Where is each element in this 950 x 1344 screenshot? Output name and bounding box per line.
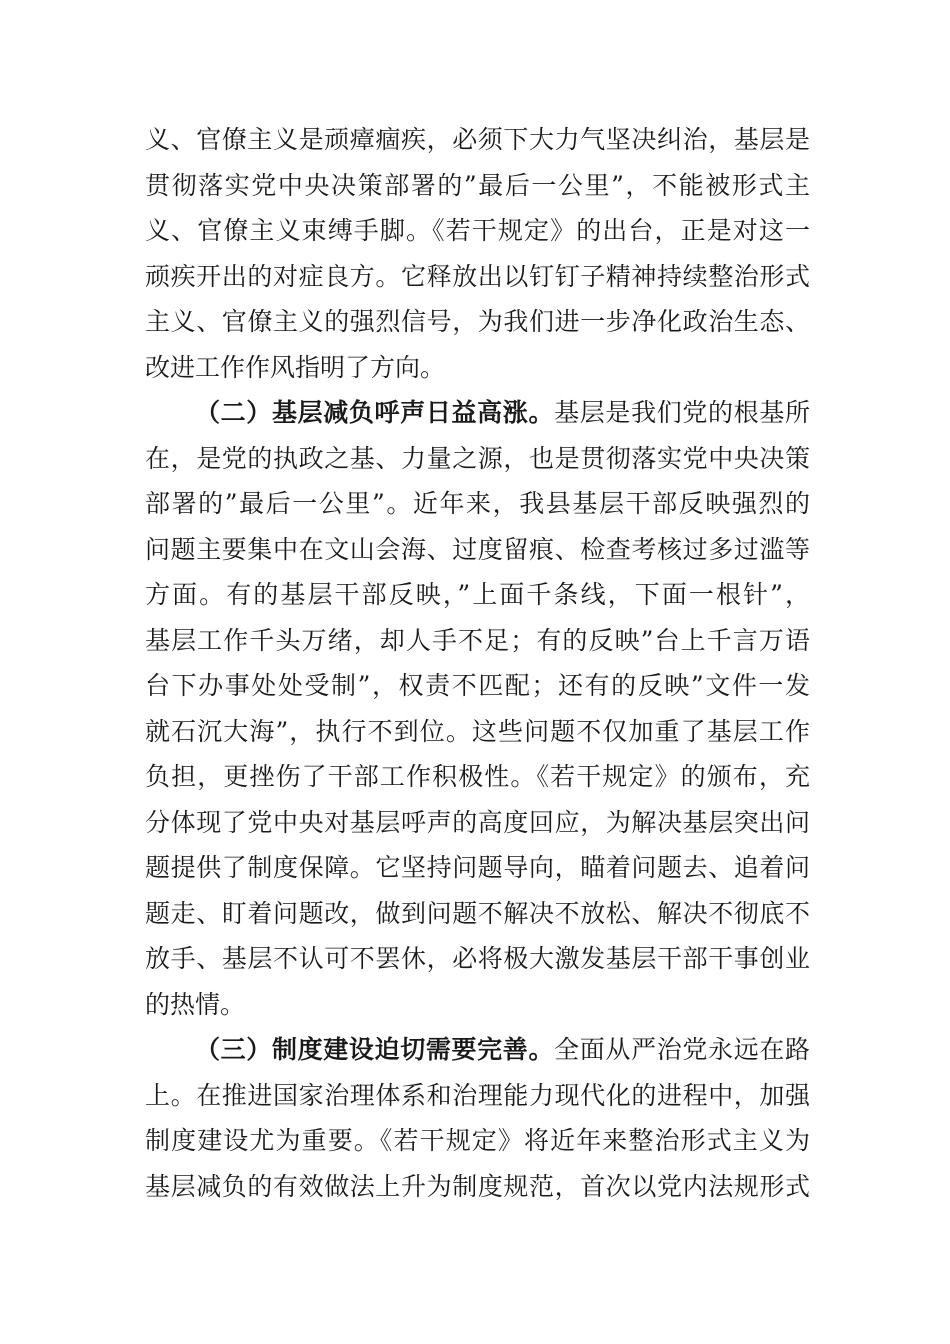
text-line: 上。在推进国家治理体系和治理能力现代化的进程中，加强 xyxy=(145,1080,810,1110)
text-line: 部署的”最后一公里”。近年来，我县基层干部反映强烈的 xyxy=(145,489,810,518)
text-line: 顽疾开出的对症良方。它释放出以钉钉子精神持续整治形式 xyxy=(145,261,810,291)
text-line: 基层工作千头万绪，却人手不足；有的反映”台上千言万语 xyxy=(145,625,810,655)
text-line: 题提供了制度保障。它坚持问题导向，瞄着问题去、追着问 xyxy=(145,853,810,882)
text-line: 放手、基层不认可不罢休，必将极大激发基层干部干事创业 xyxy=(145,944,810,973)
text-run: 全面从严治党永远在路 xyxy=(554,1035,810,1064)
text-line: 就石沉大海”，执行不到位。这些问题不仅加重了基层工作 xyxy=(145,716,810,746)
text-line: 分体现了党中央对基层呼声的高度回应，为解决基层突出问 xyxy=(145,807,810,837)
text-line: 题走、盯着问题改，做到问题不解决不放松、解决不彻底不 xyxy=(145,898,810,928)
text-line: 在，是党的执政之基、力量之源，也是贯彻落实党中央决策 xyxy=(145,443,810,473)
text-line: 的热情。 xyxy=(145,989,246,1019)
text-line: 问题主要集中在文山会海、过度留痕、检查考核过多过滥等 xyxy=(145,534,810,564)
text-line: 负担，更挫伤了干部工作积极性。《若干规定》的颁布，充 xyxy=(145,762,810,791)
text-line: 义、官僚主义束缚手脚。《若干规定》的出台，正是对这一 xyxy=(145,216,810,245)
text-run: 基层是我们党的根基所 xyxy=(554,398,810,427)
text-line: 贯彻落实党中央决策部署的”最后一公里”，不能被形式主 xyxy=(145,170,810,200)
text-line: 制度建设尤为重要。《若干规定》将近年来整治形式主义为 xyxy=(145,1126,810,1155)
text-line: 改进工作作风指明了方向。 xyxy=(145,352,446,382)
paragraph-1 xyxy=(145,117,810,390)
section-heading: （三）制度建设迫切需要完善。 xyxy=(195,1035,555,1064)
text-line: 义、官僚主义是顽瘴痼疾，必须下大力气坚决纠治，基层是 xyxy=(145,125,810,154)
text-line: 台下办事处处受制”，权责不匹配；还有的反映”文件一发 xyxy=(145,671,810,700)
document-body xyxy=(145,117,810,1209)
paragraph-3 xyxy=(145,1027,810,1209)
paragraph-first-line xyxy=(145,390,810,436)
paragraph-2 xyxy=(145,390,810,1027)
section-heading: （二）基层减负呼声日益高涨。 xyxy=(195,398,555,427)
paragraph-first-line xyxy=(145,1027,810,1073)
text-line: 主义、官僚主义的强烈信号，为我们进一步净化政治生态、 xyxy=(145,307,810,336)
text-line: 方面。有的基层干部反映，”上面千条线，下面一根针”， xyxy=(145,580,810,609)
text-line: 基层减负的有效做法上升为制度规范，首次以党内法规形式 xyxy=(145,1171,810,1201)
